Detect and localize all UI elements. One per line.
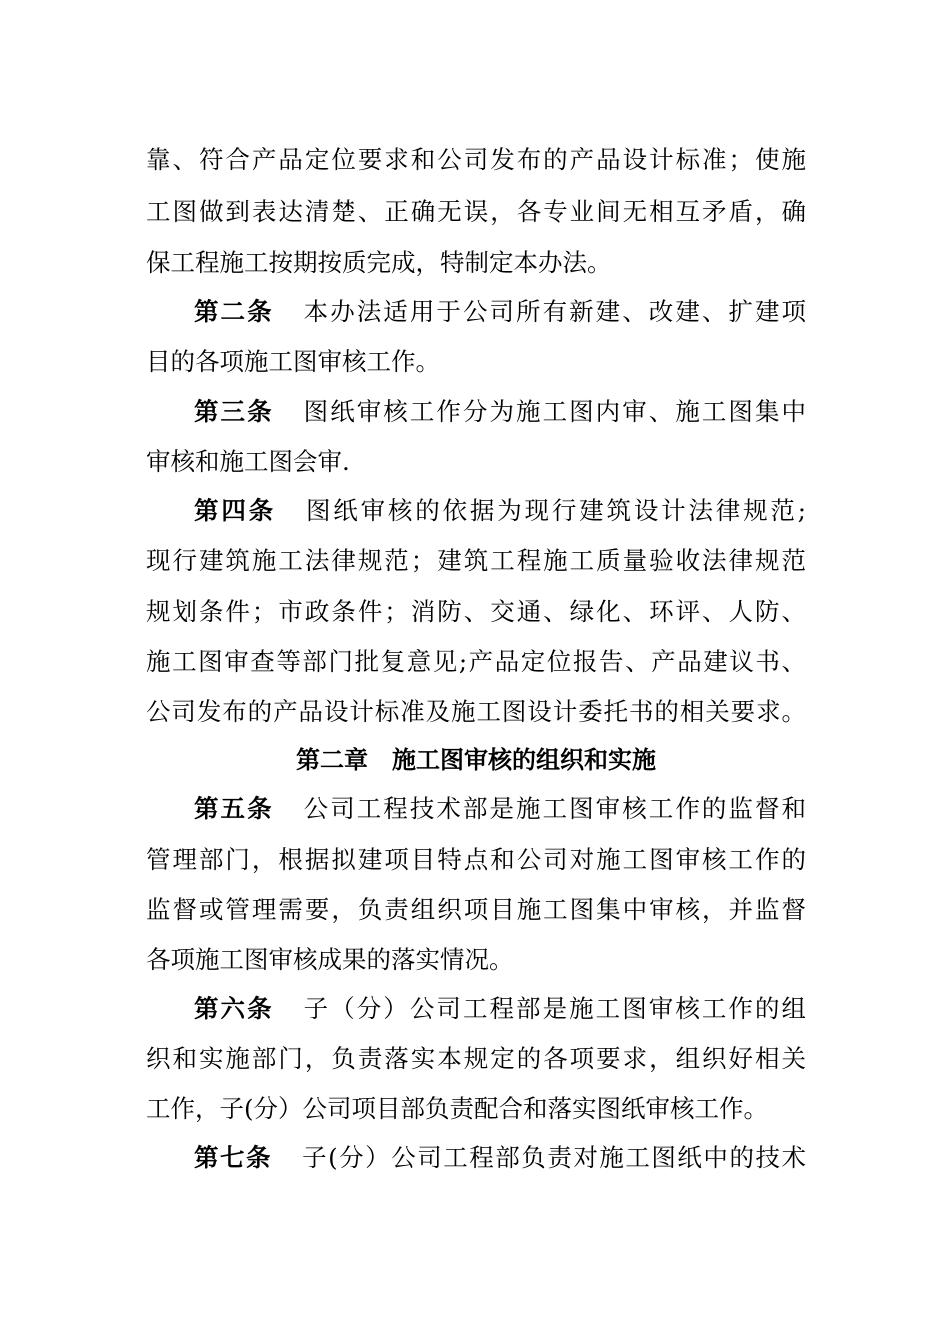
text-line: 目的各项施工图审核工作。 — [146, 347, 440, 376]
article-text: 子（分）公司工程部是施工图审核工作的组 — [303, 994, 807, 1023]
text-line: 规划条件；市政条件；消防、交通、绿化、环评、人防、 — [146, 597, 806, 626]
article-label: 第四条 — [194, 496, 276, 525]
text-line: 保工程施工按期按质完成，特制定本办法。 — [146, 248, 612, 277]
article-3 — [194, 397, 806, 427]
article-2 — [194, 297, 806, 327]
article-text: 子(分）公司工程部负责对施工图纸中的技术 — [302, 1143, 806, 1172]
article-text: 图纸审核的依据为现行建筑设计法律规范; — [305, 496, 806, 525]
article-5 — [194, 794, 806, 824]
text-line: 现行建筑施工法律规范；建筑工程施工质量验收法律规范 — [146, 546, 806, 575]
article-text: 本办法适用于公司所有新建、改建、扩建项 — [303, 297, 807, 326]
text-line: 监督或管理需要，负责组织项目施工图集中审核，并监督 — [146, 895, 806, 924]
text-line: 各项施工图审核成果的落实情况。 — [146, 945, 514, 974]
text-line: 审核和施工图会审. — [146, 447, 350, 476]
article-text: 公司工程技术部是施工图审核工作的监督和 — [303, 794, 807, 823]
text-line: 管理部门，根据拟建项目特点和公司对施工图审核工作的 — [146, 845, 806, 874]
chapter-number: 第二章 — [296, 746, 368, 774]
article-label: 第七条 — [194, 1143, 273, 1172]
article-4 — [194, 496, 806, 526]
text-line: 工作，子(分）公司项目部负责配合和落实图纸审核工作。 — [146, 1094, 769, 1123]
article-label: 第二条 — [194, 297, 274, 326]
text-line: 靠、符合产品定位要求和公司发布的产品设计标准；使施 — [146, 145, 806, 174]
article-text: 图纸审核工作分为施工图内审、施工图集中 — [303, 397, 807, 426]
text-line: 施工图审查等部门批复意见;产品定位报告、产品建议书、 — [146, 647, 806, 676]
chapter-title: 施工图审核的组织和实施 — [392, 746, 656, 774]
text-line: 织和实施部门，负责落实本规定的各项要求，组织好相关 — [146, 1044, 806, 1073]
article-label: 第六条 — [194, 994, 274, 1023]
text-line: 公司发布的产品设计标准及施工图设计委托书的相关要求。 — [146, 697, 806, 726]
article-label: 第三条 — [194, 397, 274, 426]
text-line: 工图做到表达清楚、正确无误，各专业间无相互矛盾，确 — [146, 197, 806, 226]
article-7 — [194, 1143, 806, 1173]
article-6 — [194, 994, 806, 1024]
chapter-heading — [146, 745, 806, 775]
article-label: 第五条 — [194, 794, 274, 823]
